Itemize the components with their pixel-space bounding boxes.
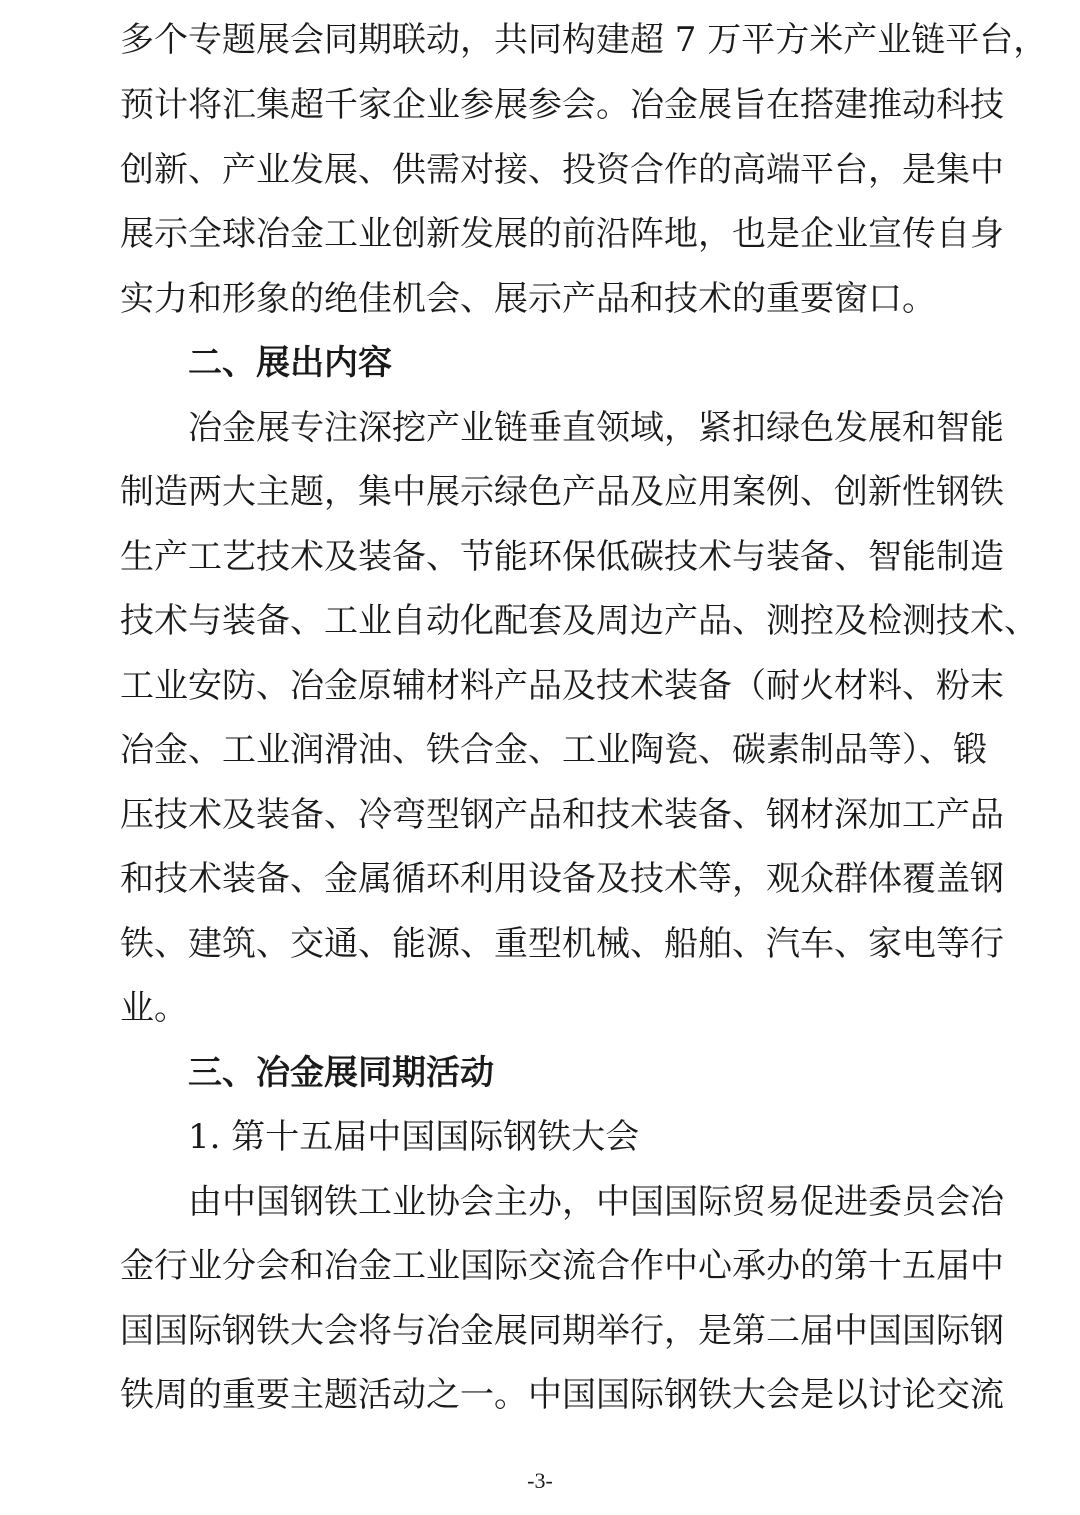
- section-heading: 三、冶金展同期活动: [188, 1053, 494, 1093]
- paragraph-line: 压技术及装备、冷弯型钢产品和技术装备、钢材深加工产品: [120, 795, 1004, 835]
- paragraph-line: 制造两大主题，集中展示绿色产品及应用案例、创新性钢铁: [120, 472, 1004, 512]
- paragraph-line: 金行业分会和冶金工业国际交流合作中心承办的第十五届中: [120, 1246, 1004, 1286]
- paragraph-line: 展示全球冶金工业创新发展的前沿阵地，也是企业宣传自身: [120, 214, 1004, 254]
- paragraph-line: 业。: [120, 988, 188, 1028]
- paragraph-line: 创新、产业发展、供需对接、投资合作的高端平台，是集中: [120, 150, 1004, 190]
- paragraph-line: 多个专题展会同期联动，共同构建超 7 万平方米产业链平台，: [120, 20, 1048, 60]
- paragraph-line: 实力和形象的绝佳机会、展示产品和技术的重要窗口。: [120, 279, 936, 319]
- paragraph-line: 技术与装备、工业自动化配套及周边产品、测控及检测技术、: [120, 601, 1038, 641]
- paragraph-line: 工业安防、冶金原辅材料产品及技术装备（耐火材料、粉末: [120, 666, 1004, 706]
- paragraph-line: 预计将汇集超千家企业参展参会。冶金展旨在搭建推动科技: [120, 85, 1004, 125]
- subsection-heading: 1. 第十五届中国国际钢铁大会: [188, 1117, 640, 1157]
- paragraph-line: 冶金展专注深挖产业链垂直领域，紧扣绿色发展和智能: [188, 408, 1004, 448]
- paragraph-line: 生产工艺技术及装备、节能环保低碳技术与装备、智能制造: [120, 537, 1004, 577]
- section-heading: 二、展出内容: [188, 343, 392, 383]
- paragraph-line: 由中国钢铁工业协会主办，中国国际贸易促进委员会冶: [188, 1182, 1004, 1222]
- paragraph-line: 铁、建筑、交通、能源、重型机械、船舶、汽车、家电等行: [120, 924, 1004, 964]
- paragraph-line: 和技术装备、金属循环利用设备及技术等，观众群体覆盖钢: [120, 859, 1004, 899]
- page-number: -3-: [527, 1468, 553, 1493]
- paragraph-line: 冶金、工业润滑油、铁合金、工业陶瓷、碳素制品等）、锻: [120, 730, 987, 770]
- paragraph-line: 国国际钢铁大会将与冶金展同期举行，是第二届中国国际钢: [120, 1311, 1004, 1351]
- paragraph-line: 铁周的重要主题活动之一。中国国际钢铁大会是以讨论交流: [120, 1375, 1004, 1415]
